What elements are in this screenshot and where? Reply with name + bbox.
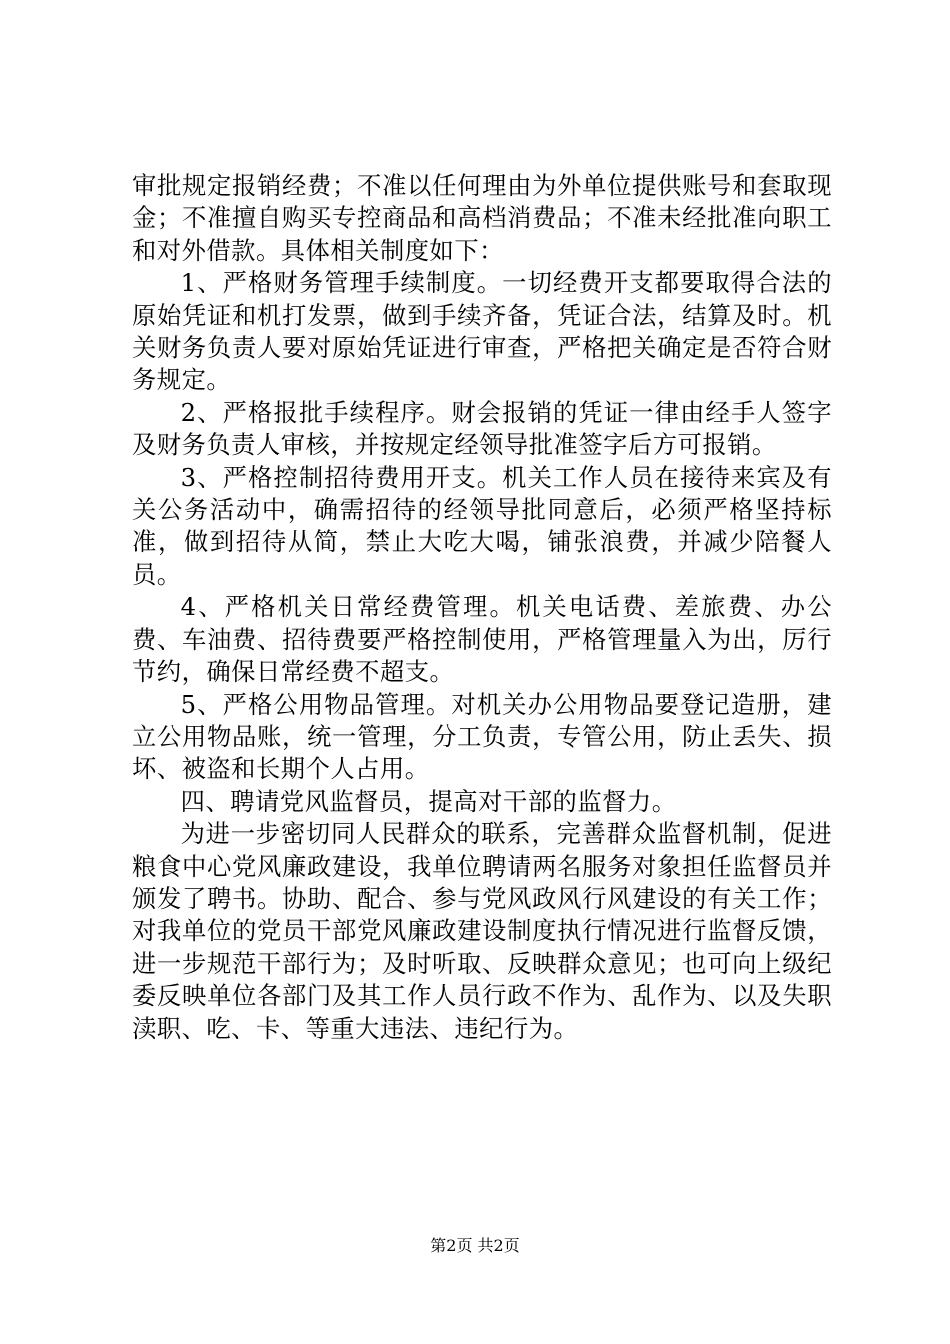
paragraph-rule-1: 1、严格财务管理手续制度。一切经费开支都要取得合法的原始凭证和机打发票，做到手续齐备，凭证合法，结算及时。机关财务负责人要对原始凭证进行审查，严格把关确定是否符合财务规定。 [132,268,832,395]
paragraph-rule-4: 4、严格机关日常经费管理。机关电话费、差旅费、办公费、车油费、招待费要严格控制使用，严格管理量入为出，厉行节约，确保日常经费不超支。 [132,592,832,687]
page-footer: 第2页 共2页 [430,1236,520,1255]
paragraph-rule-2: 2、严格报批手续程序。财会报销的凭证一律由经手人签字及财务负责人审核，并按规定经领导批准签字后方可报销。 [132,397,832,460]
section-heading-4: 四、聘请党风监督员，提高对干部的监督力。 [180,786,677,816]
paragraph-continuation: 审批规定报销经费；不准以任何理由为外单位提供账号和套取现金；不准擅自购买专控商品和高档消费品；不准未经批准向职工和对外借款。具体相关制度如下： [132,171,832,265]
document-body [132,170,832,1045]
paragraph-rule-5: 5、严格公用物品管理。对机关办公用物品要登记造册，建立公用物品账，统一管理，分工负责，专管公用，防止丢失、损坏、被盗和长期个人占用。 [132,689,832,784]
paragraph-rule-3: 3、严格控制招待费用开支。机关工作人员在接待来宾及有关公务活动中，确需招待的经领导批同意后，必须严格坚持标准，做到招待从简，禁止大吃大喝，铺张浪费，并减少陪餐人员。 [132,462,832,589]
paragraph-supervision: 为进一步密切同人民群众的联系，完善群众监督机制，促进粮食中心党风廉政建设，我单位聘请两名服务对象担任监督员并颁发了聘书。协助、配合、参与党风政风行风建设的有关工作；对我单位的党员干部党风廉政建设制度执行情况进行监督反馈，进一步规范干部行为；及时听取、反映群众意见；也可向上级纪委反映单位各部门及其工作人员行政不作为、乱作为、以及失职渎职、吃、卡、等重大违法、违纪行为。 [132,819,832,1043]
